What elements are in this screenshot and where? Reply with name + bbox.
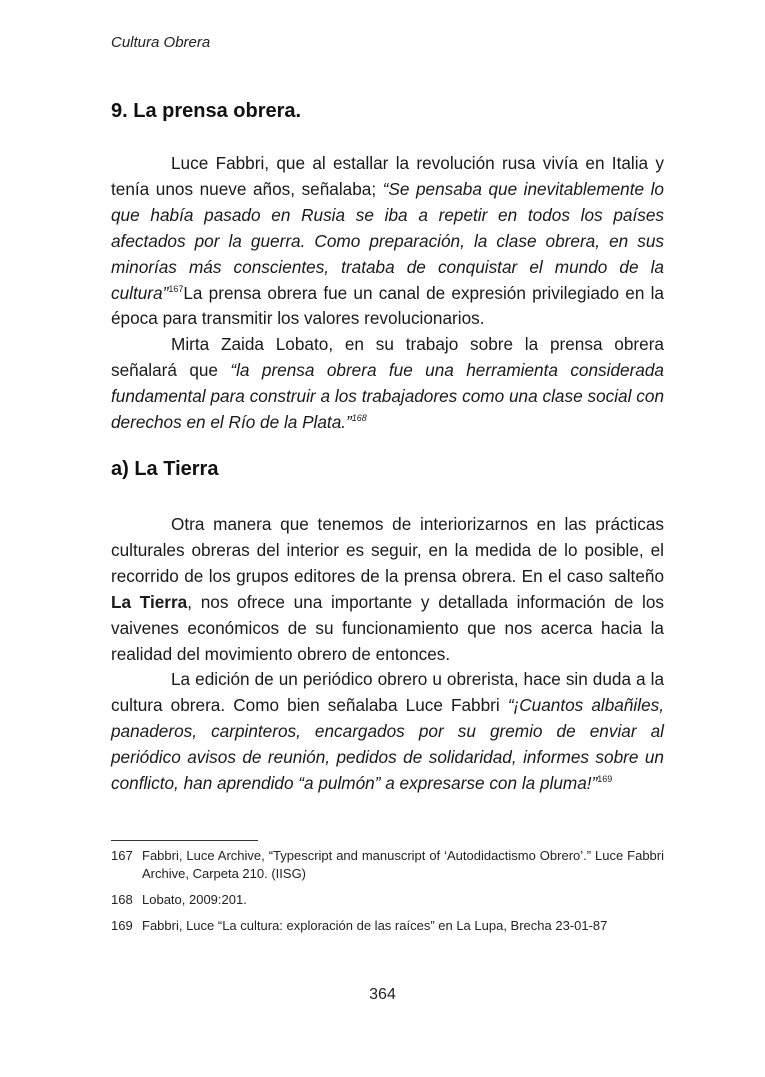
paragraph-text: Luce Fabbri, que al estallar la revolución rusa vivía en Italia y tenía unos nueve años, señalaba;	[111, 153, 664, 199]
footnote-divider	[111, 840, 258, 841]
footnote-ref-169[interactable]: 169	[597, 774, 613, 785]
footnote-text: Fabbri, Luce Archive, “Typescript and manuscript of ‘Autodidactismo Obrero’.” Luce Fabbri Archive, Carpeta 210. (IISG)	[142, 848, 664, 881]
footnote-text: Fabbri, Luce “La cultura: exploración de las raíces” en La Lupa, Brecha 23-01-87	[142, 918, 608, 933]
footnote-number: 168	[111, 892, 133, 907]
footnote-167	[111, 847, 664, 883]
paragraph-text: , nos ofrece una importante y detallada información de los vaivenes económicos de su funcionamiento que nos acerca hacia la realidad del movimiento obrero de entonces.	[111, 591, 665, 664]
paragraph-text: Otra manera que tenemos de interiorizarnos en las prácticas culturales obreras del interior es seguir, en la medida de lo posible, el recorrido de los grupos editores de la prensa obrera. En el caso salteño	[111, 514, 664, 586]
newspaper-name: La Tierra	[111, 591, 188, 612]
section-body	[111, 151, 664, 436]
paragraph-text: La edición de un periódico obrero u obrerista, hace sin duda a la cultura obrera. Como bien señalaba Luce Fabbri	[111, 669, 664, 716]
quotation: “¡Cuantos albañiles, panaderos, carpinteros, encargados por su gremio de enviar al periódico avisos de reunión, pedidos de solidaridad, informes sobre un conflicto, han aprendido “a pulmón” a expresarse con la pluma!”	[111, 695, 664, 794]
footnote-169	[111, 917, 664, 935]
quotation: “Se pensaba que inevitablemente lo que había pasado en Rusia se iba a repetir en todos los países afectados por la guerra. Como preparación, la clase obrera, en sus minorías más conscientes, trataba de conquistar el mundo de la cultura”	[111, 178, 664, 303]
paragraph-text: Mirta Zaida Lobato, en su trabajo sobre la prensa obrera señalará que	[111, 334, 664, 381]
section-heading: 9. La prensa obrera.	[111, 100, 302, 122]
footnotes	[111, 847, 664, 943]
running-header: Cultura Obrera	[111, 34, 211, 51]
footnote-text: Lobato, 2009:201.	[142, 892, 247, 907]
page-number: 364	[369, 986, 396, 1003]
footnote-168	[111, 891, 664, 909]
subsection-body	[111, 512, 664, 797]
subsection-heading: a) La Tierra	[111, 458, 219, 480]
quotation: “la prensa obrera fue una herramienta considerada fundamental para construir a los trabajadores como una clase social con derechos en el Río de la Plata.”	[111, 360, 664, 433]
footnote-number: 167	[111, 848, 133, 863]
footnote-ref-168[interactable]: 168	[351, 413, 367, 424]
paragraph-text: La prensa obrera fue un canal de expresión privilegiado en la época para transmitir los valores revolucionarios.	[111, 282, 664, 329]
footnote-number: 169	[111, 918, 133, 933]
paragraph-fabbri	[111, 151, 664, 332]
paragraph-edicion	[111, 667, 664, 797]
footnote-ref-167[interactable]: 167	[168, 283, 184, 294]
paragraph-lobato	[111, 332, 664, 436]
paragraph-practicas	[111, 512, 664, 667]
